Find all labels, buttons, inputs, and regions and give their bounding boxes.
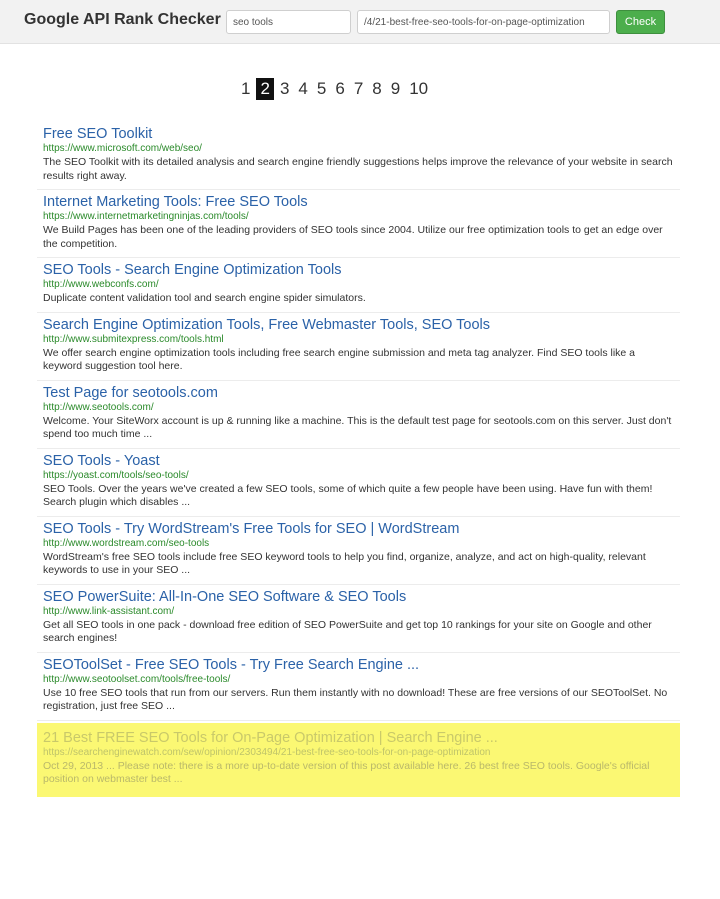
result-item <box>37 653 680 721</box>
result-snippet: SEO Tools. Over the years we've created a few SEO tools, some of which quite a few people have been using. Have fun with them! Search plugin which disables ... <box>43 482 653 508</box>
result-title-link[interactable]: Internet Marketing Tools: Free SEO Tools <box>43 194 308 210</box>
keyword-input[interactable] <box>226 10 351 34</box>
result-title-link[interactable]: SEO Tools - Yoast <box>43 452 160 469</box>
page-link-3[interactable]: 3 <box>279 79 290 98</box>
result-snippet: We offer search engine optimization tools including free search engine submission and meta tag analyzer. Find SEO tools like a keyword suggestion tool here. <box>43 346 636 372</box>
result-title-link[interactable]: Free SEO Toolkit <box>43 126 153 142</box>
page-link-5[interactable]: 5 <box>316 79 327 98</box>
page-link-4[interactable]: 4 <box>298 79 308 98</box>
result-snippet: The SEO Toolkit with its detailed analysis and search engine friendly suggestions helps improve the relevance of your website in search results right away. <box>43 156 673 182</box>
page-link-7[interactable]: 7 <box>353 79 364 98</box>
pagination <box>238 77 434 101</box>
page-link-10[interactable]: 10 <box>409 79 429 98</box>
app-title: Google API Rank Checker <box>24 11 221 28</box>
result-title-link[interactable]: 21 Best FREE SEO Tools for On-Page Optimization | Search Engine ... <box>43 729 498 746</box>
result-url: http://www.seotoolset.com/tools/free-tools/ <box>43 673 231 685</box>
check-button[interactable]: Check <box>616 10 665 34</box>
result-item <box>37 190 680 258</box>
result-title-link[interactable]: Test Page for seotools.com <box>43 384 218 401</box>
page-link-2[interactable]: 2 <box>256 78 273 100</box>
top-bar <box>0 0 720 44</box>
result-item <box>37 313 680 381</box>
result-snippet: Welcome. Your SiteWorx account is up & running like a machine. This is the default test page for seotools.com on this server. Just don't spend too much time ... <box>43 414 672 440</box>
result-item <box>37 381 680 449</box>
result-snippet: Duplicate content validation tool and search engine spider simulators. <box>43 292 366 304</box>
result-snippet: Oct 29, 2013 ... Please note: there is a more up-to-date version of this post available here. 26 best free SEO tools. Google's official position on webmaster best ... <box>43 759 650 785</box>
result-item <box>37 122 680 190</box>
result-item <box>37 517 680 585</box>
result-url: http://www.link-assistant.com/ <box>43 605 175 617</box>
page-link-9[interactable]: 9 <box>390 79 401 98</box>
result-url: http://www.seotools.com/ <box>43 401 154 413</box>
target-url-input[interactable] <box>357 10 610 34</box>
result-url: http://www.wordstream.com/seo-tools <box>43 537 210 549</box>
result-url: https://www.internetmarketingninjas.com/tools/ <box>43 211 249 222</box>
result-url: https://www.microsoft.com/web/seo/ <box>43 143 202 154</box>
result-snippet: Use 10 free SEO tools that run from our servers. Run them instantly with no download! These are free versions of our SEOToolSet. No registration, just free SEO ... <box>43 686 668 712</box>
result-title-link[interactable]: SEO Tools - Try WordStream's Free Tools for SEO | WordStream <box>43 520 460 537</box>
result-url: https://searchenginewatch.com/sew/opinion/2303494/21-best-free-seo-tools-for-on-page-optimization <box>43 746 491 758</box>
result-item-highlighted <box>37 723 680 797</box>
result-title-link[interactable]: SEO PowerSuite: All-In-One SEO Software & SEO Tools <box>43 588 407 605</box>
result-title-link[interactable]: Search Engine Optimization Tools, Free Webmaster Tools, SEO Tools <box>43 316 491 333</box>
result-item <box>37 449 680 517</box>
result-title-link[interactable]: SEOToolSet - Free SEO Tools - Try Free Search Engine ... <box>43 656 420 673</box>
page-link-6[interactable]: 6 <box>335 79 345 98</box>
page-link-8[interactable]: 8 <box>372 79 382 98</box>
results-list <box>37 122 680 797</box>
result-title-link[interactable]: SEO Tools - Search Engine Optimization Tools <box>43 262 342 278</box>
result-item <box>37 258 680 313</box>
page-link-1[interactable]: 1 <box>241 79 251 98</box>
result-snippet: We Build Pages has been one of the leading providers of SEO tools since 2004. Utilize our free optimization tools to get an edge over the competition. <box>43 224 663 250</box>
result-snippet: WordStream's free SEO tools include free SEO keyword tools to help you find, organize, analyze, and act on high-quality, relevant keywords to use in your SEO ... <box>43 550 646 576</box>
result-snippet: Get all SEO tools in one pack - download free edition of SEO PowerSuite and get top 10 rankings for your site on Google and other search engines! <box>43 618 652 644</box>
result-url: http://www.webconfs.com/ <box>43 279 159 290</box>
result-url: https://yoast.com/tools/seo-tools/ <box>43 469 189 481</box>
result-url: http://www.submitexpress.com/tools.html <box>43 333 224 345</box>
result-item <box>37 585 680 653</box>
